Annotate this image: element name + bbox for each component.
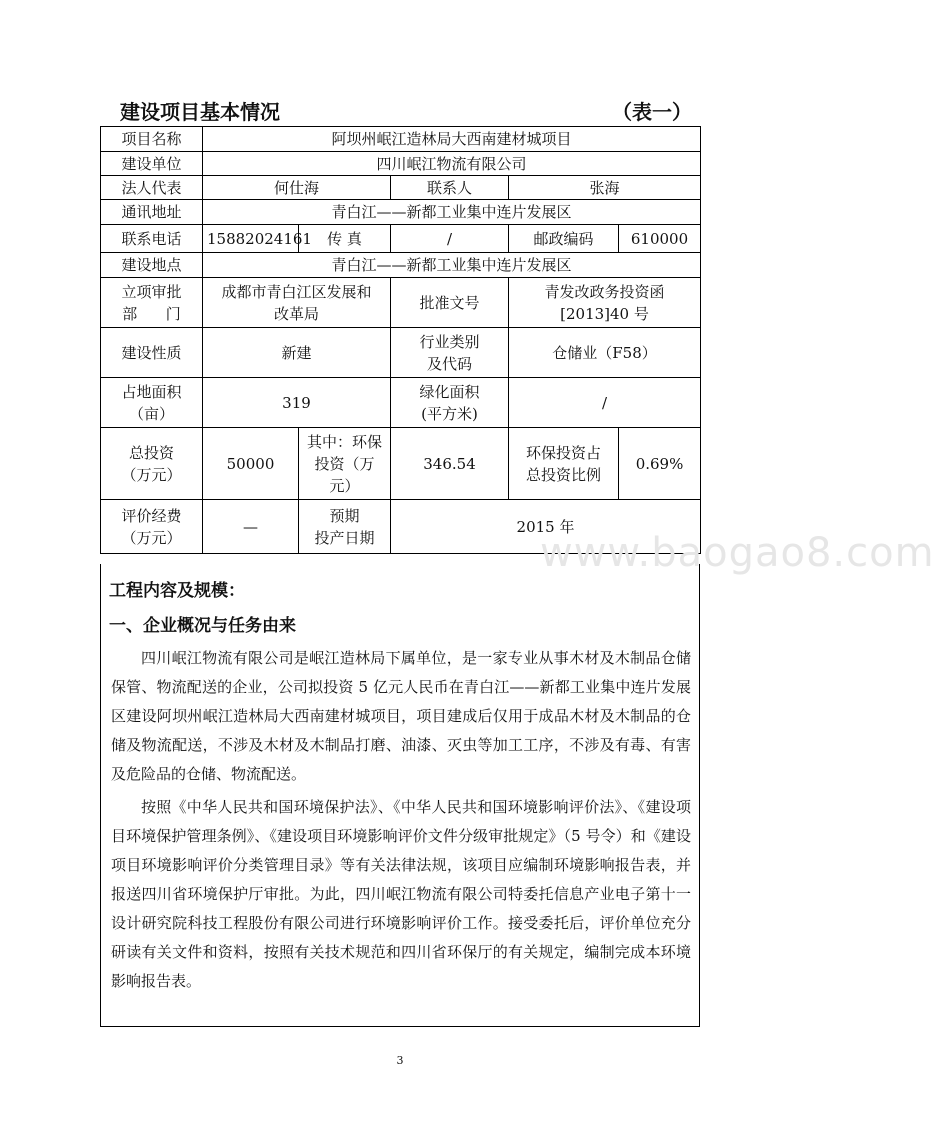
value-project-name: 阿坝州岷江造林局大西南建材城项目	[203, 127, 701, 152]
dept-line1: 成都市青白江区发展和	[221, 282, 372, 301]
label-approval-line1: 立项审批	[121, 282, 182, 301]
value-green: /	[509, 378, 701, 428]
invest-line1: 总投资	[128, 443, 174, 462]
watermark: www.baogao8.com	[540, 530, 935, 576]
value-zip: 610000	[619, 225, 701, 253]
subsection-title: 一、企业概况与任务由来	[109, 616, 296, 636]
value-contact: 张海	[509, 176, 701, 200]
table-row	[101, 176, 701, 200]
value-industry: 仓储业（F58）	[509, 328, 701, 378]
label-approval-doc: 批准文号	[391, 278, 509, 328]
table-row	[101, 328, 701, 378]
label-nature: 建设性质	[101, 328, 203, 378]
label-project-name: 项目名称	[101, 127, 203, 152]
project-info-table	[100, 126, 701, 554]
paragraph-1: 四川岷江物流有限公司是岷江造林局下属单位，是一家专业从事木材及木制品仓储保管、物流配送的企业，公司拟投资 5 亿元人民币在青白江——新都工业集中连片发展区建设阿坝州岷江造林局大西南建材城项目，项目建成后仅用于成品木材及木制品的仓储及物流配送，不涉及木材及木制品打磨、油漆、灭虫等加工工序，不涉及有毒、有害及危险品的仓储、物流配送。	[111, 649, 691, 783]
green-line2: (平方米)	[421, 404, 478, 423]
content-box	[100, 564, 700, 1027]
value-nature: 新建	[203, 328, 391, 378]
label-fax: 传 真	[299, 225, 391, 253]
table-row	[101, 200, 701, 225]
value-phone: 15882024161	[203, 225, 299, 253]
label-contact: 联系人	[391, 176, 509, 200]
value-production-date: 2015 年	[391, 500, 701, 554]
table-row	[101, 278, 701, 328]
table-row	[101, 127, 701, 152]
date-line1: 预期	[329, 506, 360, 525]
doc-line1: 青发改政务投资函	[544, 282, 665, 301]
table-row	[101, 152, 701, 176]
page-title: 建设项目基本情况	[120, 100, 280, 124]
value-site: 青白江——新都工业集中连片发展区	[203, 253, 701, 278]
label-zip: 邮政编码	[509, 225, 619, 253]
table-row	[101, 428, 701, 500]
value-env-invest: 346.54	[391, 428, 509, 500]
value-unit: 四川岷江物流有限公司	[203, 152, 701, 176]
page-number: 3	[396, 1054, 404, 1067]
ratio-line1: 环保投资占	[525, 443, 601, 462]
invest-line2: （万元）	[121, 465, 182, 484]
green-line1: 绿化面积	[419, 382, 480, 401]
dept-line2: 改革局	[273, 304, 319, 323]
env-line2: 投资（万	[314, 454, 375, 473]
section-title: 工程内容及规模：	[109, 581, 245, 601]
page-heading	[100, 96, 700, 122]
doc-line2: [2013]40 号	[560, 304, 649, 323]
label-env-ratio	[509, 428, 619, 500]
label-unit: 建设单位	[101, 152, 203, 176]
value-approval-doc	[509, 278, 701, 328]
value-env-ratio: 0.69%	[619, 428, 701, 500]
industry-line1: 行业类别	[419, 332, 480, 351]
label-env-invest	[299, 428, 391, 500]
label-industry	[391, 328, 509, 378]
label-fee	[101, 500, 203, 554]
env-line3: 元）	[329, 476, 360, 495]
table-row	[101, 378, 701, 428]
label-phone: 联系电话	[101, 225, 203, 253]
value-fax: /	[391, 225, 509, 253]
label-site: 建设地点	[101, 253, 203, 278]
area-line1: 占地面积	[121, 382, 182, 401]
label-address: 通讯地址	[101, 200, 203, 225]
value-approval-dept	[203, 278, 391, 328]
area-line2: （亩）	[128, 404, 174, 423]
value-area: 319	[203, 378, 391, 428]
fee-line1: 评价经费	[121, 506, 182, 525]
label-production-date	[299, 500, 391, 554]
value-fee: —	[203, 500, 299, 554]
label-invest	[101, 428, 203, 500]
label-approval-line2: 部 门	[122, 304, 181, 323]
label-approval-dept	[101, 278, 203, 328]
paragraph-2: 按照《中华人民共和国环境保护法》、《中华人民共和国环境影响评价法》、《建设项目环境保护管理条例》、《建设项目环境影响评价文件分级审批规定》（5 号令）和《建设项目环境影响评价分类管理目录》等有关法律法规，该项目应编制环境影响报告表，并报送四川省环境保护厅审批。为此，四川岷江物流有限公司特委托信息产业电子第十一设计研究院科技工程股份有限公司进行环境影响评价工作。接受委托后，评价单位充分研读有关文件和资料，按照有关技术规范和四川省环保厅的有关规定，编制完成本环境影响报告表。	[111, 798, 691, 990]
date-line2: 投产日期	[314, 528, 375, 547]
table-row	[101, 225, 701, 253]
value-address: 青白江——新都工业集中连片发展区	[203, 200, 701, 225]
label-green	[391, 378, 509, 428]
value-invest: 50000	[203, 428, 299, 500]
table-row	[101, 253, 701, 278]
value-legal: 何仕海	[203, 176, 391, 200]
industry-line2: 及代码	[426, 354, 472, 373]
label-area	[101, 378, 203, 428]
ratio-line2: 总投资比例	[525, 465, 601, 484]
label-legal: 法人代表	[101, 176, 203, 200]
table-tag: （表一）	[612, 100, 692, 124]
fee-line2: （万元）	[121, 528, 182, 547]
env-line1: 其中：环保	[306, 432, 382, 451]
